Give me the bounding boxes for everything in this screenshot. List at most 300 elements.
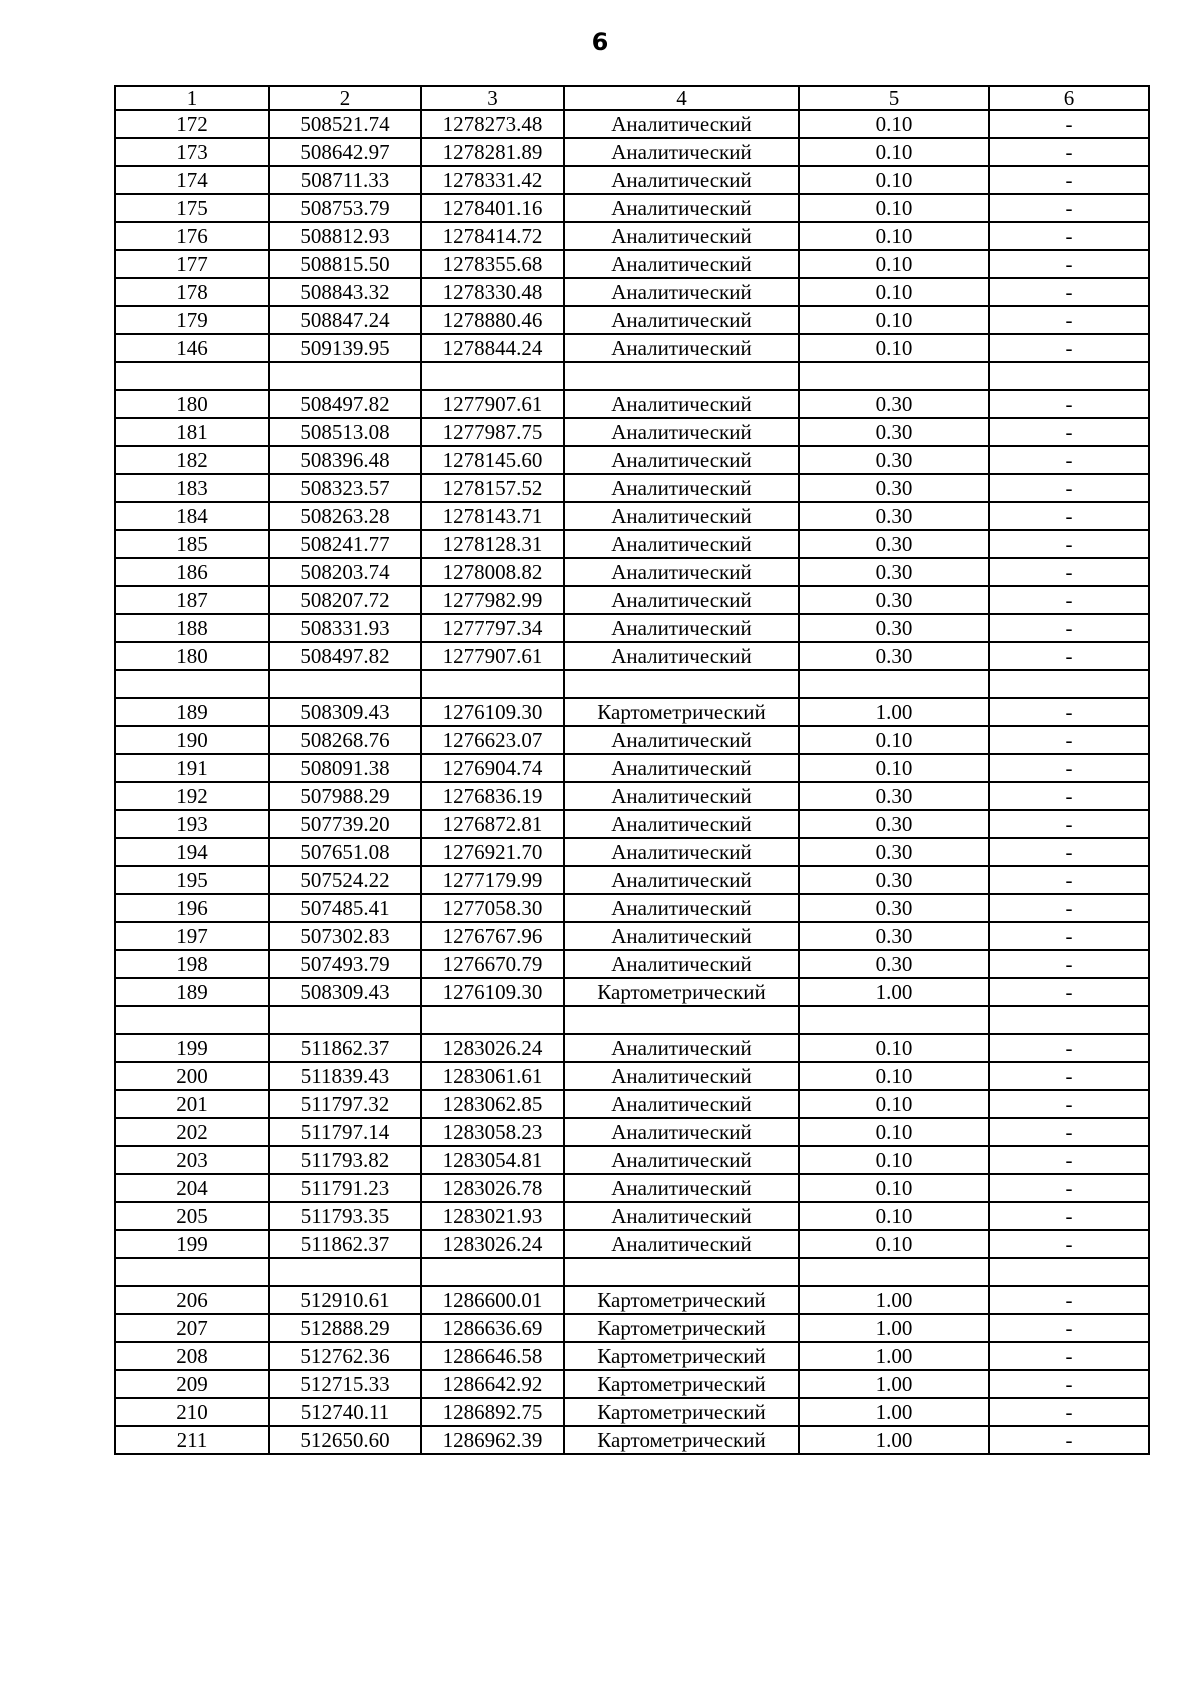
table-row bbox=[115, 754, 1149, 782]
y-coordinate-cell: 1277907.61 bbox=[421, 642, 564, 670]
y-coordinate-cell: 1276623.07 bbox=[421, 726, 564, 754]
table-row bbox=[115, 1398, 1149, 1426]
table-row bbox=[115, 1062, 1149, 1090]
y-coordinate-cell: 1278157.52 bbox=[421, 474, 564, 502]
table-row bbox=[115, 838, 1149, 866]
column-header-6: 6 bbox=[989, 86, 1149, 110]
x-coordinate-cell: 512888.29 bbox=[269, 1314, 421, 1342]
note-cell: - bbox=[989, 978, 1149, 1006]
x-coordinate-cell: 507302.83 bbox=[269, 922, 421, 950]
x-coordinate-cell: 508497.82 bbox=[269, 642, 421, 670]
y-coordinate-cell: 1277982.99 bbox=[421, 586, 564, 614]
point-number-cell: 173 bbox=[115, 138, 269, 166]
note-cell: - bbox=[989, 1174, 1149, 1202]
accuracy-cell: 0.10 bbox=[799, 726, 989, 754]
table-row bbox=[115, 726, 1149, 754]
coordinates-table bbox=[114, 85, 1150, 1455]
x-coordinate-cell: 512715.33 bbox=[269, 1370, 421, 1398]
note-cell: - bbox=[989, 1230, 1149, 1258]
y-coordinate-cell: 1286962.39 bbox=[421, 1426, 564, 1454]
table-row bbox=[115, 698, 1149, 726]
note-cell: - bbox=[989, 586, 1149, 614]
method-cell: Аналитический bbox=[564, 306, 799, 334]
method-cell: Аналитический bbox=[564, 138, 799, 166]
method-cell: Картометрический bbox=[564, 698, 799, 726]
x-coordinate-cell: 508753.79 bbox=[269, 194, 421, 222]
method-cell bbox=[564, 1258, 799, 1286]
accuracy-cell: 0.10 bbox=[799, 194, 989, 222]
accuracy-cell bbox=[799, 362, 989, 390]
y-coordinate-cell: 1283062.85 bbox=[421, 1090, 564, 1118]
method-cell: Аналитический bbox=[564, 1034, 799, 1062]
x-coordinate-cell: 508843.32 bbox=[269, 278, 421, 306]
x-coordinate-cell: 507485.41 bbox=[269, 894, 421, 922]
method-cell: Картометрический bbox=[564, 978, 799, 1006]
point-number-cell: 203 bbox=[115, 1146, 269, 1174]
point-number-cell: 197 bbox=[115, 922, 269, 950]
x-coordinate-cell bbox=[269, 1258, 421, 1286]
accuracy-cell: 0.30 bbox=[799, 866, 989, 894]
accuracy-cell: 0.30 bbox=[799, 950, 989, 978]
method-cell: Картометрический bbox=[564, 1370, 799, 1398]
accuracy-cell bbox=[799, 1006, 989, 1034]
note-cell: - bbox=[989, 502, 1149, 530]
accuracy-cell: 0.30 bbox=[799, 474, 989, 502]
point-number-cell: 178 bbox=[115, 278, 269, 306]
point-number-cell: 175 bbox=[115, 194, 269, 222]
point-number-cell: 204 bbox=[115, 1174, 269, 1202]
y-coordinate-cell: 1283061.61 bbox=[421, 1062, 564, 1090]
table-row bbox=[115, 390, 1149, 418]
note-cell: - bbox=[989, 1314, 1149, 1342]
note-cell: - bbox=[989, 1370, 1149, 1398]
accuracy-cell bbox=[799, 670, 989, 698]
y-coordinate-cell: 1283026.24 bbox=[421, 1230, 564, 1258]
method-cell: Аналитический bbox=[564, 474, 799, 502]
y-coordinate-cell: 1277987.75 bbox=[421, 418, 564, 446]
table-row bbox=[115, 502, 1149, 530]
y-coordinate-cell: 1277179.99 bbox=[421, 866, 564, 894]
method-cell: Аналитический bbox=[564, 166, 799, 194]
x-coordinate-cell: 511862.37 bbox=[269, 1230, 421, 1258]
x-coordinate-cell: 508396.48 bbox=[269, 446, 421, 474]
note-cell: - bbox=[989, 1202, 1149, 1230]
x-coordinate-cell: 507988.29 bbox=[269, 782, 421, 810]
x-coordinate-cell: 508309.43 bbox=[269, 978, 421, 1006]
y-coordinate-cell: 1278844.24 bbox=[421, 334, 564, 362]
note-cell bbox=[989, 362, 1149, 390]
accuracy-cell: 0.10 bbox=[799, 138, 989, 166]
x-coordinate-cell: 511862.37 bbox=[269, 1034, 421, 1062]
table-row bbox=[115, 1426, 1149, 1454]
method-cell: Аналитический bbox=[564, 1202, 799, 1230]
accuracy-cell: 0.10 bbox=[799, 1090, 989, 1118]
y-coordinate-cell: 1278008.82 bbox=[421, 558, 564, 586]
table-row bbox=[115, 166, 1149, 194]
note-cell: - bbox=[989, 922, 1149, 950]
method-cell: Аналитический bbox=[564, 782, 799, 810]
y-coordinate-cell: 1283021.93 bbox=[421, 1202, 564, 1230]
note-cell: - bbox=[989, 110, 1149, 138]
method-cell: Аналитический bbox=[564, 586, 799, 614]
point-number-cell bbox=[115, 1006, 269, 1034]
table-row bbox=[115, 810, 1149, 838]
note-cell: - bbox=[989, 698, 1149, 726]
accuracy-cell: 0.10 bbox=[799, 222, 989, 250]
accuracy-cell: 0.10 bbox=[799, 1202, 989, 1230]
y-coordinate-cell: 1277058.30 bbox=[421, 894, 564, 922]
note-cell: - bbox=[989, 474, 1149, 502]
point-number-cell: 189 bbox=[115, 698, 269, 726]
point-number-cell: 189 bbox=[115, 978, 269, 1006]
table-row bbox=[115, 642, 1149, 670]
accuracy-cell: 0.10 bbox=[799, 334, 989, 362]
y-coordinate-cell: 1286892.75 bbox=[421, 1398, 564, 1426]
accuracy-cell: 0.10 bbox=[799, 1174, 989, 1202]
method-cell: Аналитический bbox=[564, 530, 799, 558]
note-cell: - bbox=[989, 1090, 1149, 1118]
x-coordinate-cell bbox=[269, 670, 421, 698]
accuracy-cell: 1.00 bbox=[799, 1314, 989, 1342]
x-coordinate-cell: 508815.50 bbox=[269, 250, 421, 278]
method-cell: Картометрический bbox=[564, 1314, 799, 1342]
x-coordinate-cell bbox=[269, 362, 421, 390]
point-number-cell: 210 bbox=[115, 1398, 269, 1426]
point-number-cell: 195 bbox=[115, 866, 269, 894]
y-coordinate-cell: 1283058.23 bbox=[421, 1118, 564, 1146]
y-coordinate-cell: 1283026.78 bbox=[421, 1174, 564, 1202]
column-header-1: 1 bbox=[115, 86, 269, 110]
x-coordinate-cell: 508521.74 bbox=[269, 110, 421, 138]
accuracy-cell: 0.30 bbox=[799, 502, 989, 530]
y-coordinate-cell: 1277797.34 bbox=[421, 614, 564, 642]
point-number-cell: 190 bbox=[115, 726, 269, 754]
accuracy-cell: 1.00 bbox=[799, 1370, 989, 1398]
accuracy-cell: 0.10 bbox=[799, 306, 989, 334]
note-cell: - bbox=[989, 1146, 1149, 1174]
table-row bbox=[115, 586, 1149, 614]
x-coordinate-cell: 512762.36 bbox=[269, 1342, 421, 1370]
x-coordinate-cell: 508091.38 bbox=[269, 754, 421, 782]
accuracy-cell: 0.30 bbox=[799, 894, 989, 922]
y-coordinate-cell: 1278414.72 bbox=[421, 222, 564, 250]
note-cell: - bbox=[989, 1034, 1149, 1062]
point-number-cell: 200 bbox=[115, 1062, 269, 1090]
x-coordinate-cell: 508642.97 bbox=[269, 138, 421, 166]
method-cell: Аналитический bbox=[564, 1062, 799, 1090]
accuracy-cell: 0.30 bbox=[799, 642, 989, 670]
x-coordinate-cell: 507739.20 bbox=[269, 810, 421, 838]
method-cell: Аналитический bbox=[564, 278, 799, 306]
method-cell: Аналитический bbox=[564, 950, 799, 978]
table-row bbox=[115, 1034, 1149, 1062]
y-coordinate-cell bbox=[421, 670, 564, 698]
table-row bbox=[115, 978, 1149, 1006]
table-row bbox=[115, 418, 1149, 446]
point-number-cell: 174 bbox=[115, 166, 269, 194]
note-cell: - bbox=[989, 334, 1149, 362]
x-coordinate-cell: 508203.74 bbox=[269, 558, 421, 586]
table-row bbox=[115, 250, 1149, 278]
note-cell: - bbox=[989, 1426, 1149, 1454]
note-cell: - bbox=[989, 530, 1149, 558]
note-cell: - bbox=[989, 138, 1149, 166]
method-cell: Картометрический bbox=[564, 1286, 799, 1314]
note-cell bbox=[989, 1258, 1149, 1286]
note-cell: - bbox=[989, 642, 1149, 670]
method-cell bbox=[564, 670, 799, 698]
method-cell: Аналитический bbox=[564, 250, 799, 278]
point-number-cell: 205 bbox=[115, 1202, 269, 1230]
y-coordinate-cell: 1278330.48 bbox=[421, 278, 564, 306]
table-row bbox=[115, 362, 1149, 390]
accuracy-cell: 1.00 bbox=[799, 1286, 989, 1314]
note-cell: - bbox=[989, 810, 1149, 838]
method-cell: Аналитический bbox=[564, 1146, 799, 1174]
y-coordinate-cell: 1276109.30 bbox=[421, 698, 564, 726]
x-coordinate-cell: 509139.95 bbox=[269, 334, 421, 362]
x-coordinate-cell: 511797.32 bbox=[269, 1090, 421, 1118]
y-coordinate-cell: 1278331.42 bbox=[421, 166, 564, 194]
point-number-cell: 146 bbox=[115, 334, 269, 362]
accuracy-cell: 0.30 bbox=[799, 530, 989, 558]
accuracy-cell: 0.10 bbox=[799, 1034, 989, 1062]
note-cell bbox=[989, 1006, 1149, 1034]
y-coordinate-cell: 1276767.96 bbox=[421, 922, 564, 950]
accuracy-cell: 0.30 bbox=[799, 418, 989, 446]
note-cell: - bbox=[989, 390, 1149, 418]
y-coordinate-cell: 1283026.24 bbox=[421, 1034, 564, 1062]
table-row bbox=[115, 670, 1149, 698]
x-coordinate-cell: 511793.82 bbox=[269, 1146, 421, 1174]
table-row bbox=[115, 1314, 1149, 1342]
note-cell: - bbox=[989, 446, 1149, 474]
x-coordinate-cell: 512910.61 bbox=[269, 1286, 421, 1314]
method-cell: Аналитический bbox=[564, 1090, 799, 1118]
method-cell: Картометрический bbox=[564, 1426, 799, 1454]
table-row bbox=[115, 1230, 1149, 1258]
method-cell: Аналитический bbox=[564, 614, 799, 642]
method-cell: Картометрический bbox=[564, 1342, 799, 1370]
accuracy-cell: 0.10 bbox=[799, 1062, 989, 1090]
table-row bbox=[115, 474, 1149, 502]
accuracy-cell: 0.30 bbox=[799, 614, 989, 642]
table-row bbox=[115, 614, 1149, 642]
accuracy-cell: 0.30 bbox=[799, 446, 989, 474]
point-number-cell: 194 bbox=[115, 838, 269, 866]
table-body bbox=[115, 110, 1149, 1454]
note-cell: - bbox=[989, 838, 1149, 866]
y-coordinate-cell: 1276921.70 bbox=[421, 838, 564, 866]
table-row bbox=[115, 922, 1149, 950]
point-number-cell: 196 bbox=[115, 894, 269, 922]
table-row bbox=[115, 194, 1149, 222]
x-coordinate-cell: 508268.76 bbox=[269, 726, 421, 754]
y-coordinate-cell: 1286642.92 bbox=[421, 1370, 564, 1398]
note-cell: - bbox=[989, 278, 1149, 306]
y-coordinate-cell: 1278355.68 bbox=[421, 250, 564, 278]
table-row bbox=[115, 222, 1149, 250]
note-cell: - bbox=[989, 614, 1149, 642]
accuracy-cell: 0.10 bbox=[799, 110, 989, 138]
point-number-cell: 172 bbox=[115, 110, 269, 138]
point-number-cell: 193 bbox=[115, 810, 269, 838]
note-cell: - bbox=[989, 894, 1149, 922]
y-coordinate-cell: 1278281.89 bbox=[421, 138, 564, 166]
x-coordinate-cell: 508331.93 bbox=[269, 614, 421, 642]
note-cell: - bbox=[989, 222, 1149, 250]
point-number-cell: 180 bbox=[115, 390, 269, 418]
point-number-cell: 208 bbox=[115, 1342, 269, 1370]
point-number-cell: 192 bbox=[115, 782, 269, 810]
point-number-cell: 184 bbox=[115, 502, 269, 530]
note-cell: - bbox=[989, 306, 1149, 334]
x-coordinate-cell: 508497.82 bbox=[269, 390, 421, 418]
x-coordinate-cell: 507651.08 bbox=[269, 838, 421, 866]
method-cell: Аналитический bbox=[564, 418, 799, 446]
y-coordinate-cell: 1286600.01 bbox=[421, 1286, 564, 1314]
y-coordinate-cell: 1286646.58 bbox=[421, 1342, 564, 1370]
method-cell: Аналитический bbox=[564, 754, 799, 782]
table-row bbox=[115, 1174, 1149, 1202]
method-cell: Аналитический bbox=[564, 726, 799, 754]
table-row bbox=[115, 334, 1149, 362]
table-row bbox=[115, 558, 1149, 586]
method-cell: Аналитический bbox=[564, 194, 799, 222]
point-number-cell: 199 bbox=[115, 1230, 269, 1258]
y-coordinate-cell: 1276836.19 bbox=[421, 782, 564, 810]
accuracy-cell: 0.30 bbox=[799, 782, 989, 810]
accuracy-cell: 0.10 bbox=[799, 1146, 989, 1174]
accuracy-cell: 0.10 bbox=[799, 1230, 989, 1258]
method-cell bbox=[564, 1006, 799, 1034]
table-row bbox=[115, 530, 1149, 558]
page-number: 6 bbox=[591, 28, 609, 56]
x-coordinate-cell: 511793.35 bbox=[269, 1202, 421, 1230]
x-coordinate-cell: 511797.14 bbox=[269, 1118, 421, 1146]
method-cell: Аналитический bbox=[564, 1118, 799, 1146]
accuracy-cell: 1.00 bbox=[799, 1342, 989, 1370]
note-cell: - bbox=[989, 866, 1149, 894]
accuracy-cell: 1.00 bbox=[799, 1398, 989, 1426]
note-cell: - bbox=[989, 1286, 1149, 1314]
point-number-cell: 179 bbox=[115, 306, 269, 334]
note-cell: - bbox=[989, 1062, 1149, 1090]
point-number-cell bbox=[115, 1258, 269, 1286]
accuracy-cell: 0.10 bbox=[799, 754, 989, 782]
y-coordinate-cell: 1278128.31 bbox=[421, 530, 564, 558]
table-row bbox=[115, 1370, 1149, 1398]
x-coordinate-cell: 508263.28 bbox=[269, 502, 421, 530]
x-coordinate-cell: 508847.24 bbox=[269, 306, 421, 334]
note-cell: - bbox=[989, 754, 1149, 782]
note-cell: - bbox=[989, 950, 1149, 978]
note-cell: - bbox=[989, 782, 1149, 810]
note-cell: - bbox=[989, 194, 1149, 222]
column-header-2: 2 bbox=[269, 86, 421, 110]
y-coordinate-cell: 1278880.46 bbox=[421, 306, 564, 334]
point-number-cell: 198 bbox=[115, 950, 269, 978]
x-coordinate-cell bbox=[269, 1006, 421, 1034]
point-number-cell: 180 bbox=[115, 642, 269, 670]
method-cell: Аналитический bbox=[564, 334, 799, 362]
x-coordinate-cell: 507493.79 bbox=[269, 950, 421, 978]
y-coordinate-cell bbox=[421, 1006, 564, 1034]
table-row bbox=[115, 1118, 1149, 1146]
method-cell: Аналитический bbox=[564, 558, 799, 586]
table-row bbox=[115, 1258, 1149, 1286]
x-coordinate-cell: 508309.43 bbox=[269, 698, 421, 726]
method-cell: Аналитический bbox=[564, 922, 799, 950]
method-cell: Аналитический bbox=[564, 866, 799, 894]
x-coordinate-cell: 507524.22 bbox=[269, 866, 421, 894]
x-coordinate-cell: 511839.43 bbox=[269, 1062, 421, 1090]
point-number-cell: 183 bbox=[115, 474, 269, 502]
point-number-cell: 188 bbox=[115, 614, 269, 642]
method-cell: Аналитический bbox=[564, 810, 799, 838]
accuracy-cell: 0.10 bbox=[799, 250, 989, 278]
x-coordinate-cell: 508241.77 bbox=[269, 530, 421, 558]
point-number-cell: 177 bbox=[115, 250, 269, 278]
point-number-cell bbox=[115, 670, 269, 698]
note-cell: - bbox=[989, 250, 1149, 278]
y-coordinate-cell: 1276670.79 bbox=[421, 950, 564, 978]
point-number-cell: 186 bbox=[115, 558, 269, 586]
y-coordinate-cell: 1276904.74 bbox=[421, 754, 564, 782]
accuracy-cell: 0.30 bbox=[799, 810, 989, 838]
y-coordinate-cell bbox=[421, 1258, 564, 1286]
x-coordinate-cell: 511791.23 bbox=[269, 1174, 421, 1202]
table-row bbox=[115, 278, 1149, 306]
point-number-cell: 202 bbox=[115, 1118, 269, 1146]
method-cell: Аналитический bbox=[564, 446, 799, 474]
table-row bbox=[115, 446, 1149, 474]
accuracy-cell: 1.00 bbox=[799, 1426, 989, 1454]
x-coordinate-cell: 508711.33 bbox=[269, 166, 421, 194]
y-coordinate-cell: 1278145.60 bbox=[421, 446, 564, 474]
method-cell: Аналитический bbox=[564, 1230, 799, 1258]
table-row bbox=[115, 306, 1149, 334]
point-number-cell: 206 bbox=[115, 1286, 269, 1314]
point-number-cell: 211 bbox=[115, 1426, 269, 1454]
method-cell: Аналитический bbox=[564, 1174, 799, 1202]
note-cell: - bbox=[989, 726, 1149, 754]
point-number-cell bbox=[115, 362, 269, 390]
method-cell: Аналитический bbox=[564, 894, 799, 922]
column-header-5: 5 bbox=[799, 86, 989, 110]
table-row bbox=[115, 1202, 1149, 1230]
y-coordinate-cell bbox=[421, 362, 564, 390]
point-number-cell: 181 bbox=[115, 418, 269, 446]
table-row bbox=[115, 138, 1149, 166]
accuracy-cell: 0.30 bbox=[799, 838, 989, 866]
note-cell: - bbox=[989, 1342, 1149, 1370]
note-cell bbox=[989, 670, 1149, 698]
point-number-cell: 201 bbox=[115, 1090, 269, 1118]
y-coordinate-cell: 1278273.48 bbox=[421, 110, 564, 138]
table-row bbox=[115, 1006, 1149, 1034]
point-number-cell: 182 bbox=[115, 446, 269, 474]
point-number-cell: 185 bbox=[115, 530, 269, 558]
note-cell: - bbox=[989, 1398, 1149, 1426]
accuracy-cell: 0.10 bbox=[799, 166, 989, 194]
accuracy-cell: 1.00 bbox=[799, 698, 989, 726]
table-header bbox=[115, 86, 1149, 110]
y-coordinate-cell: 1278401.16 bbox=[421, 194, 564, 222]
x-coordinate-cell: 508812.93 bbox=[269, 222, 421, 250]
y-coordinate-cell: 1276872.81 bbox=[421, 810, 564, 838]
method-cell: Аналитический bbox=[564, 502, 799, 530]
